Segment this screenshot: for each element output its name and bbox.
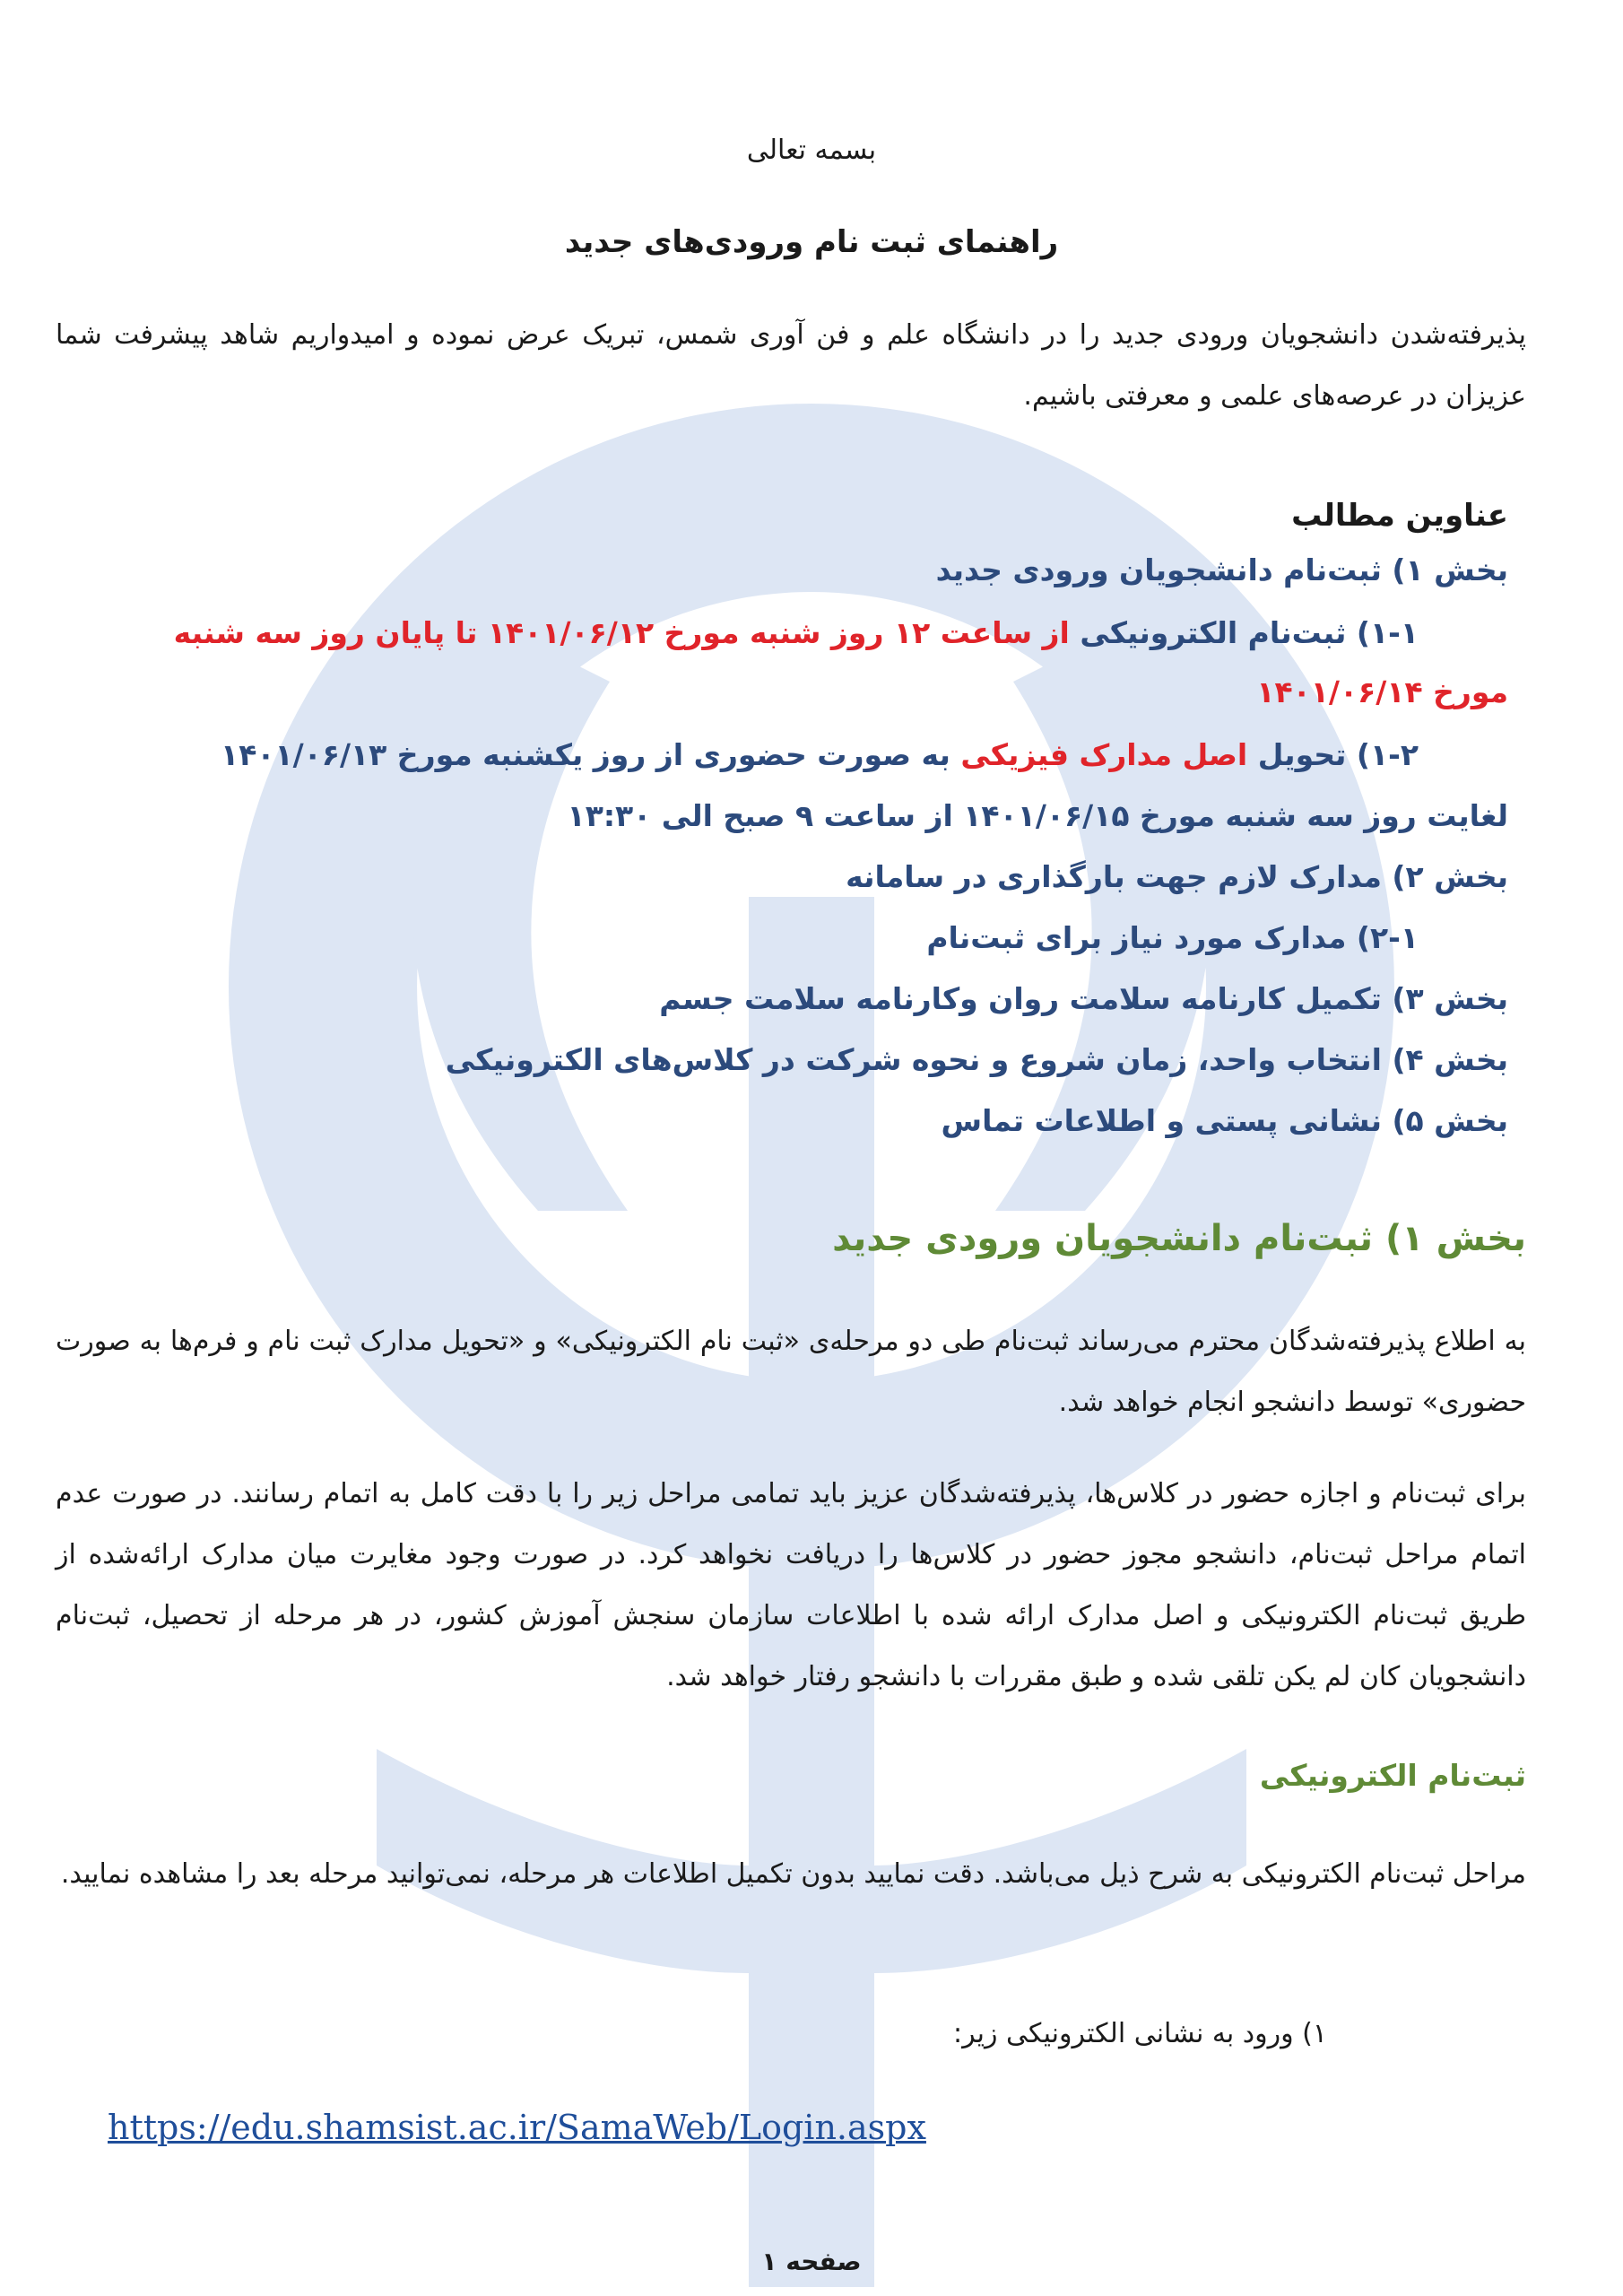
toc-item-section5[interactable]: بخش ۵) نشانی پستی و اطلاعات تماس — [941, 1103, 1508, 1138]
section1-paragraph-2: برای ثبت‌نام و اجازه حضور در کلاس‌ها، پذیرفته‌شدگان عزیز باید تمامی مراحل زیر را با دقت کامل به اتمام رسانند. در صورت عدم اتمام مراحل ثبت‌نام، دانشجو مجوز حضور در کلاس‌ها را دریافت نخواهد کرد. در صورت وجود مغایرت میان مدارک ارائه‌شده از طریق ثبت‌نام الکترونیکی و اصل مدارک ارائه شده با اطلاعات سازمان سنجش آموزش کشور، در هر مرحله از تحصیل، ثبت‌نام دانشجویان کان لم یکن تلقی شده و طبق مقررات با دانشجو رفتار خواهد شد. — [56, 1478, 1526, 1692]
section1-title: بخش ۱) ثبت‌نام دانشجویان ورودی جدید — [832, 1218, 1526, 1259]
toc-item-1-1-date-cont: مورخ ۱۴۰۱/۰۶/۱۴ — [1256, 674, 1508, 709]
toc-item-1-2[interactable] — [221, 737, 1419, 772]
bismillah-heading: بسمه تعالی — [746, 135, 877, 166]
toc-item-2-1[interactable]: ۲-۱) مدارک مورد نیاز برای ثبت‌نام — [926, 920, 1419, 955]
toc-item-1-1-date: از ساعت ۱۲ روز شنبه مورخ ۱۴۰۱/۰۶/۱۲ تا پایان روز سه شنبه — [173, 615, 1081, 650]
toc-item-1-2-cont: لغایت روز سه شنبه مورخ ۱۴۰۱/۰۶/۱۵ از ساعت ۹ صبح الی ۱۳:۳۰ — [567, 798, 1508, 833]
step-1-text: ۱) ورود به نشانی الکترونیکی زیر: — [953, 2018, 1327, 2049]
login-link[interactable]: https://edu.shamsist.ac.ir/SamaWeb/Login.aspx — [108, 2108, 926, 2147]
toc-item-section3[interactable]: بخش ۳) تکمیل کارنامه سلامت روان وکارنامه سلامت جسم — [659, 981, 1508, 1016]
electronic-registration-subtitle: ثبت‌نام الکترونیکی — [1259, 1758, 1526, 1793]
toc-item-1-1[interactable] — [174, 615, 1419, 650]
page-number: صفحه ۱ — [761, 2247, 862, 2276]
toc-item-section1[interactable]: بخش ۱) ثبت‌نام دانشجویان ورودی جدید — [935, 552, 1508, 587]
section1-paragraph-1: به اطلاع پذیرفته‌شدگان محترم می‌رساند ثبت‌نام طی دو مرحله‌ی «ثبت نام الکترونیکی» و «تحویل مدارک ثبت نام و فرم‌ها به صورت حضوری» توسط دانشجو انجام خواهد شد. — [56, 1326, 1526, 1418]
toc-item-1-1-label: ۱-۱) ثبت‌نام الکترونیکی — [1080, 615, 1419, 650]
toc-item-1-2-highlight: اصل مدارک فیزیکی — [960, 737, 1248, 772]
toc-item-1-2-date: به صورت حضوری از روز یکشنبه مورخ ۱۴۰۱/۰۶/۱۳ — [221, 737, 961, 772]
section1-paragraph-3: مراحل ثبت‌نام الکترونیکی به شرح ذیل می‌باشد. دقت نمایید بدون تکمیل اطلاعات هر مرحله، نمی‌توانید مرحله بعد را مشاهده نمایید. — [60, 1858, 1526, 1890]
intro-paragraph: پذیرفته‌شدن دانشجویان ورودی جدید را در دانشگاه علم و فن آوری شمس، تبریک عرض نموده و امیدواریم شاهد پیشرفت شما عزیزان در عرصه‌های علمی و معرفتی باشیم. — [56, 319, 1526, 412]
toc-item-1-2-label: ۱-۲) تحویل — [1247, 737, 1419, 772]
toc-item-section4[interactable]: بخش ۴) انتخاب واحد، زمان شروع و نحوه شرکت در کلاس‌های الکترونیکی — [445, 1042, 1508, 1077]
toc-item-section2[interactable]: بخش ۲) مدارک لازم جهت بارگذاری در سامانه — [846, 859, 1508, 894]
page-title: راهنمای ثبت نام ورودی‌های جدید — [564, 224, 1059, 260]
toc-heading: عناوین مطالب — [1291, 498, 1508, 534]
